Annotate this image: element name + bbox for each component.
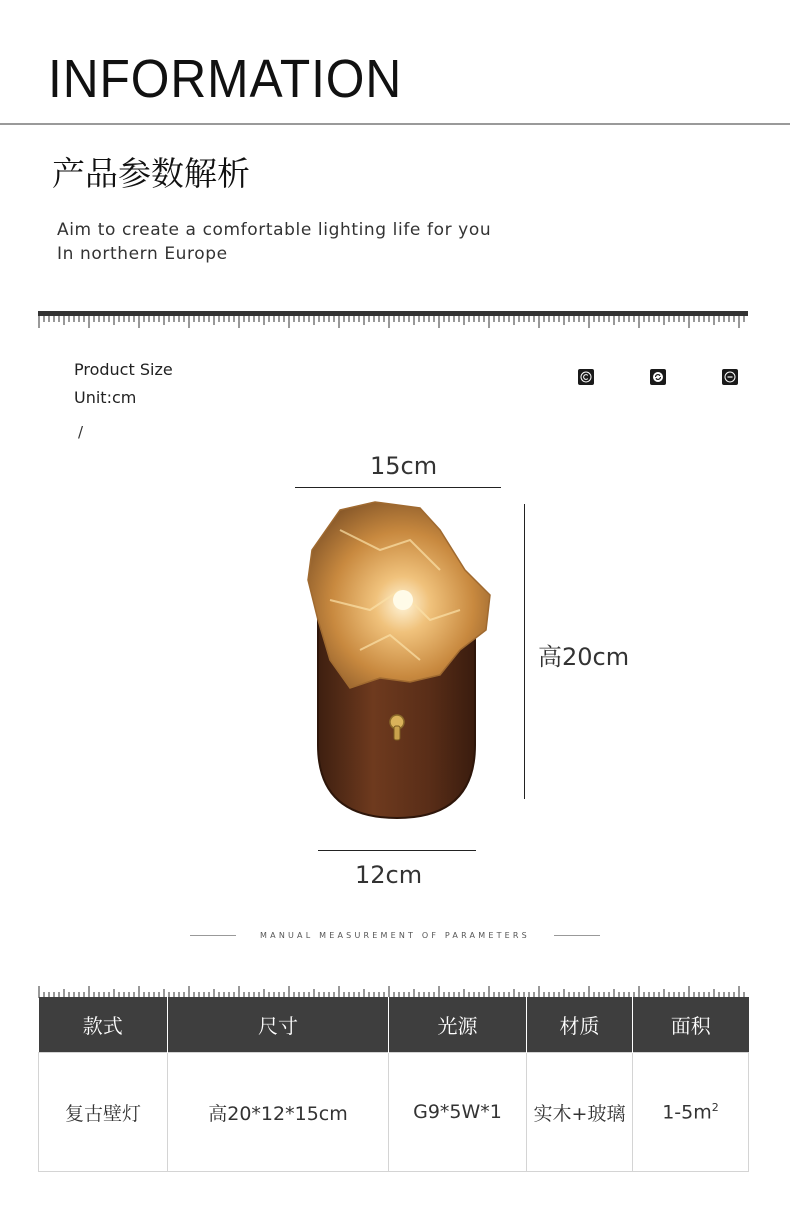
cell-size: 高20*12*15cm bbox=[168, 1053, 389, 1172]
unit-label: Unit:cm bbox=[74, 388, 137, 407]
width-bottom-line bbox=[318, 850, 476, 851]
width-top-label: 15cm bbox=[370, 452, 438, 480]
cell-light-source: G9*5W*1 bbox=[389, 1053, 527, 1172]
header-style: 款式 bbox=[39, 997, 168, 1053]
header-area: 面积 bbox=[633, 997, 749, 1053]
divider-line-right bbox=[554, 935, 600, 936]
tagline-line-2: In northern Europe bbox=[57, 244, 228, 264]
cell-style: 复古壁灯 bbox=[39, 1053, 168, 1172]
slash-mark: / bbox=[78, 423, 84, 441]
tagline-line-1: Aim to create a comfortable lighting life for you bbox=[57, 220, 492, 240]
height-line bbox=[524, 504, 525, 799]
copyright-icon bbox=[578, 369, 594, 385]
params-caption: MANUAL MEASUREMENT OF PARAMETERS bbox=[260, 930, 530, 940]
product-size-label: Product Size bbox=[74, 360, 173, 379]
minus-circle-icon bbox=[722, 369, 738, 385]
cell-area bbox=[633, 1053, 749, 1172]
section-title: 产品参数解析 bbox=[52, 154, 250, 193]
wall-lamp-image bbox=[300, 500, 500, 822]
page-title: INFORMATION bbox=[48, 49, 403, 109]
ruler-bar bbox=[38, 311, 748, 316]
cell-area-superscript: 2 bbox=[711, 1100, 719, 1114]
ruler-top bbox=[38, 311, 748, 335]
width-top-line bbox=[295, 487, 501, 488]
refresh-icon bbox=[650, 369, 666, 385]
divider-line-left bbox=[190, 935, 236, 936]
cell-area-value: 1-5m bbox=[662, 1101, 712, 1124]
ruler-bottom bbox=[38, 976, 748, 998]
header-material: 材质 bbox=[527, 997, 633, 1053]
cell-material: 实木+玻璃 bbox=[527, 1053, 633, 1172]
params-divider bbox=[190, 926, 600, 944]
table-header-row bbox=[39, 997, 749, 1053]
title-divider bbox=[0, 123, 790, 125]
table-row bbox=[39, 1053, 749, 1172]
header-light-source: 光源 bbox=[389, 997, 527, 1053]
width-bottom-label: 12cm bbox=[355, 861, 423, 889]
spec-table bbox=[38, 997, 749, 1172]
height-label: 高20cm bbox=[538, 643, 630, 671]
header-size: 尺寸 bbox=[168, 997, 389, 1053]
